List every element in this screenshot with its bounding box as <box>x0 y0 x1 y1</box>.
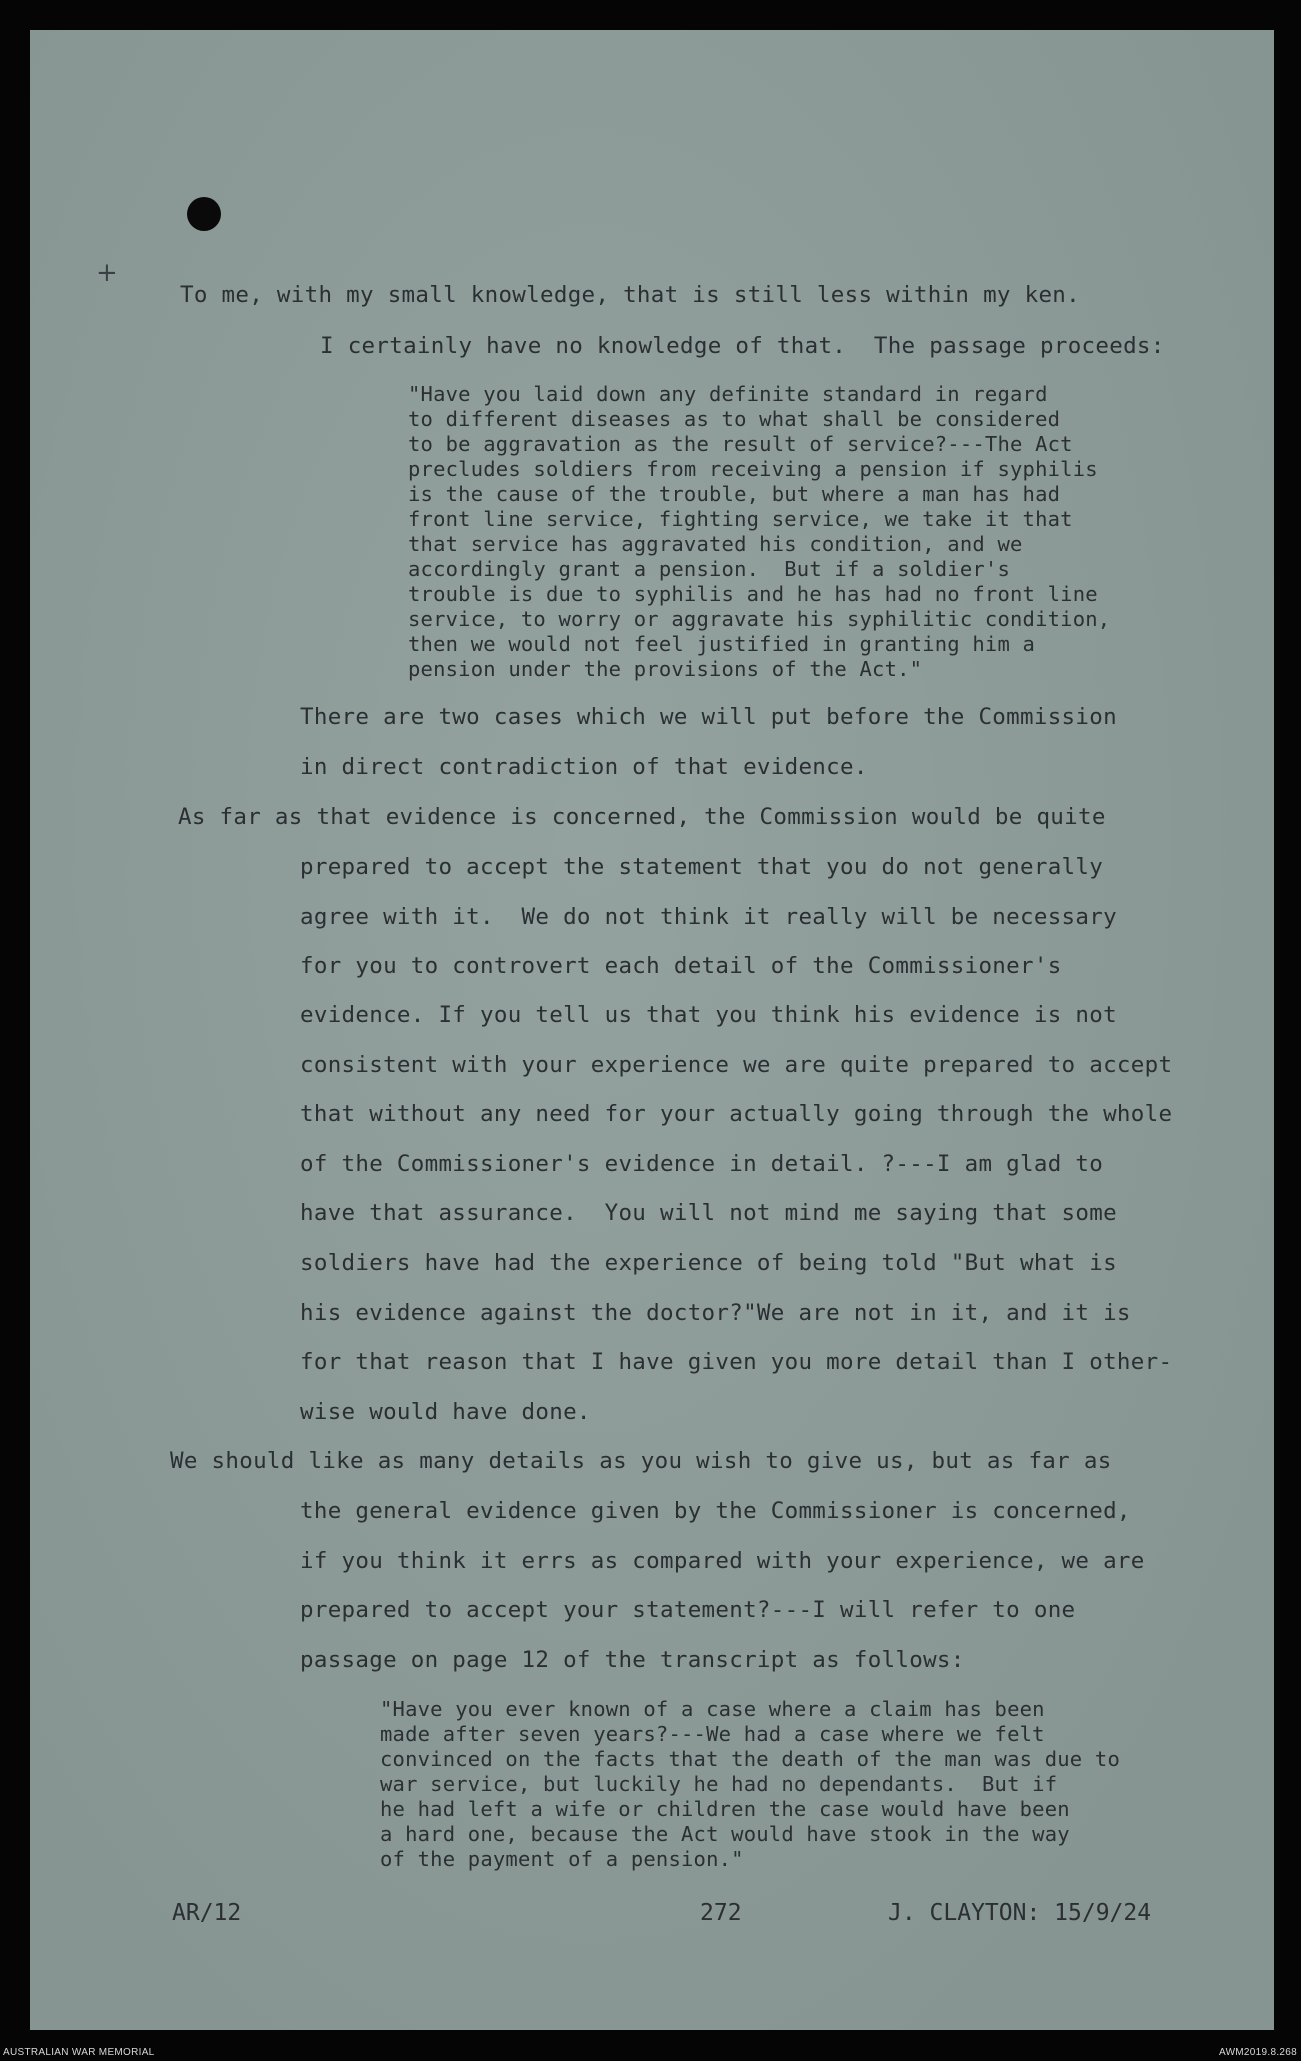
text-line: prepared to accept your statement?---I will refer to one <box>300 1597 1076 1623</box>
quote-line: to be aggravation as the result of service?---The Act <box>408 432 1073 456</box>
text-line: agree with it. We do not think it really will be necessary <box>300 904 1117 930</box>
quote-line: of the payment of a pension." <box>380 1847 744 1871</box>
text-line: prepared to accept the statement that you do not generally <box>300 854 1104 880</box>
quote-line: made after seven years?---We had a case where we felt <box>380 1722 1045 1746</box>
archive-id: AWM2019.8.268 <box>1218 2047 1297 2058</box>
text-line: of the Commissioner's evidence in detail. ?---I am glad to <box>300 1151 1104 1177</box>
punch-hole <box>187 197 221 231</box>
text-line: wise would have done. <box>300 1399 591 1425</box>
quote-line: war service, but luckily he had no dependants. But if <box>380 1772 1058 1796</box>
text-line: passage on page 12 of the transcript as follows: <box>300 1647 965 1673</box>
quote-line: front line service, fighting service, we take it that <box>408 507 1073 531</box>
text-line: We should like as many details as you wish to give us, but as far as <box>170 1448 1112 1474</box>
text-line: if you think it errs as compared with your experience, we are <box>300 1548 1145 1574</box>
quote-line: a hard one, because the Act would have stook in the way <box>380 1822 1070 1846</box>
archive-bar <box>0 2045 1301 2061</box>
quote-line: service, to worry or aggravate his syphilitic condition, <box>408 607 1111 631</box>
footer-ref: AR/12 <box>172 1900 242 1926</box>
text-line: for that reason that I have given you more detail than I other- <box>300 1349 1173 1375</box>
text-line: soldiers have had the experience of being told "But what is <box>300 1250 1117 1276</box>
quote-line: pension under the provisions of the Act." <box>408 657 923 681</box>
footer-page-number: 272 <box>700 1900 742 1926</box>
text-line: There are two cases which we will put before the Commission <box>300 704 1117 730</box>
text-line: in direct contradiction of that evidence. <box>300 754 868 780</box>
quote-line: precludes soldiers from receiving a pension if syphilis <box>408 457 1098 481</box>
margin-mark: + <box>96 258 118 288</box>
quote-line: "Have you laid down any definite standard in regard <box>408 382 1048 406</box>
quote-line: accordingly grant a pension. But if a soldier's <box>408 557 1011 581</box>
quote-line: he had left a wife or children the case would have been <box>380 1797 1070 1821</box>
quote-line: "Have you ever known of a case where a claim has been <box>380 1697 1045 1721</box>
text-line: As far as that evidence is concerned, the Commission would be quite <box>178 804 1106 830</box>
quote-line: that service has aggravated his condition, and we <box>408 532 1023 556</box>
quote-line: to different diseases as to what shall be considered <box>408 407 1061 431</box>
archive-name: AUSTRALIAN WAR MEMORIAL <box>3 2047 155 2058</box>
text-line: consistent with your experience we are quite prepared to accept <box>300 1052 1173 1078</box>
text-line: for you to controvert each detail of the Commissioner's <box>300 953 1062 979</box>
text-line: have that assurance. You will not mind me saying that some <box>300 1200 1117 1226</box>
footer-speaker-date: J. CLAYTON: 15/9/24 <box>888 1900 1152 1926</box>
text-line: To me, with my small knowledge, that is still less within my ken. <box>180 282 1080 308</box>
quote-line: trouble is due to syphilis and he has had no front line <box>408 582 1098 606</box>
quote-line: then we would not feel justified in granting him a <box>408 632 1036 656</box>
text-line: that without any need for your actually going through the whole <box>300 1101 1173 1127</box>
text-line: the general evidence given by the Commissioner is concerned, <box>300 1498 1131 1524</box>
quote-line: is the cause of the trouble, but where a man has had <box>408 482 1061 506</box>
typed-page <box>30 30 1274 2030</box>
text-line: his evidence against the doctor?"We are not in it, and it is <box>300 1300 1131 1326</box>
text-line: I certainly have no knowledge of that. The passage proceeds: <box>320 333 1165 359</box>
text-line: evidence. If you tell us that you think his evidence is not <box>300 1002 1117 1028</box>
quote-line: convinced on the facts that the death of the man was due to <box>380 1747 1120 1771</box>
